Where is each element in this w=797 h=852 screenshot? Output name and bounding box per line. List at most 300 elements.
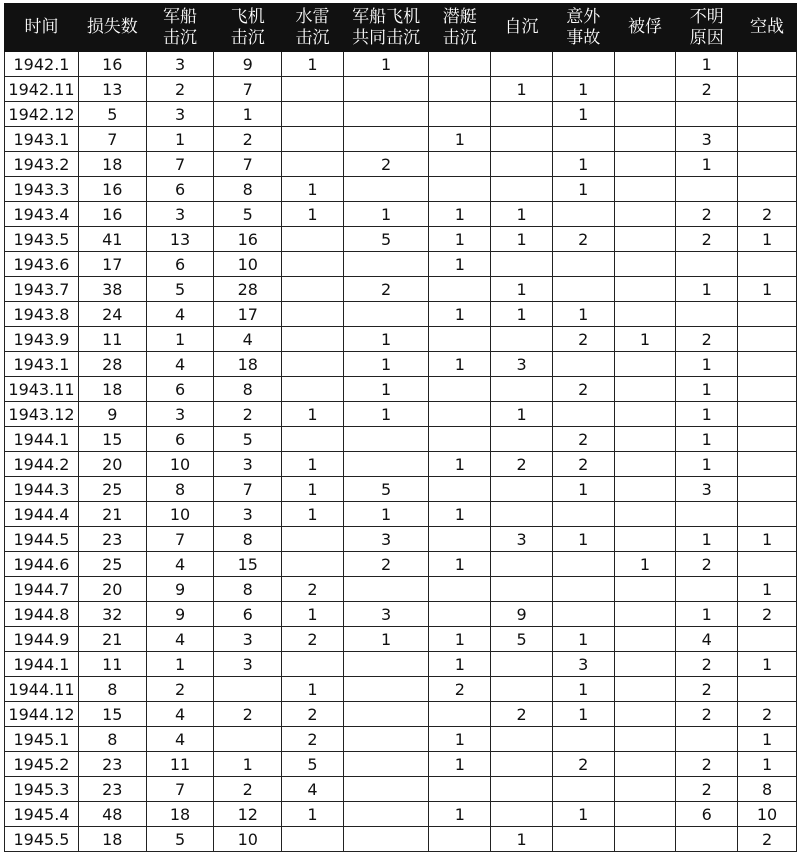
value-cell (429, 52, 491, 77)
value-cell: 25 (78, 552, 146, 577)
value-cell: 2 (676, 777, 738, 802)
value-cell (282, 327, 344, 352)
table-row (5, 652, 797, 677)
value-cell (738, 302, 797, 327)
value-cell: 6 (214, 602, 282, 627)
value-cell (614, 502, 676, 527)
date-cell: 1943.6 (5, 252, 79, 277)
value-cell: 3 (343, 602, 429, 627)
value-cell: 1 (282, 477, 344, 502)
value-cell: 8 (214, 577, 282, 602)
column-header: 军船 击沉 (146, 4, 214, 52)
value-cell: 1 (491, 827, 553, 852)
value-cell (552, 602, 614, 627)
value-cell: 5 (343, 477, 429, 502)
value-cell (343, 102, 429, 127)
table-row (5, 227, 797, 252)
value-cell (491, 727, 553, 752)
table-row (5, 202, 797, 227)
value-cell (614, 452, 676, 477)
column-header: 自沉 (491, 4, 553, 52)
value-cell: 2 (676, 677, 738, 702)
value-cell: 17 (214, 302, 282, 327)
value-cell: 3 (214, 652, 282, 677)
value-cell: 1 (214, 102, 282, 127)
value-cell: 1 (429, 727, 491, 752)
value-cell: 18 (78, 377, 146, 402)
value-cell: 9 (491, 602, 553, 627)
value-cell (738, 427, 797, 452)
value-cell: 21 (78, 502, 146, 527)
value-cell: 1 (552, 702, 614, 727)
table-row (5, 252, 797, 277)
value-cell (614, 727, 676, 752)
value-cell (343, 677, 429, 702)
value-cell: 1 (738, 277, 797, 302)
value-cell (429, 477, 491, 502)
value-cell: 1 (429, 227, 491, 252)
date-cell: 1942.11 (5, 77, 79, 102)
value-cell (491, 652, 553, 677)
value-cell (614, 277, 676, 302)
value-cell (214, 727, 282, 752)
value-cell: 3 (676, 477, 738, 502)
value-cell: 7 (214, 77, 282, 102)
value-cell: 1 (676, 402, 738, 427)
column-header: 军船飞机 共同击沉 (343, 4, 429, 52)
table-row (5, 827, 797, 852)
value-cell: 1 (429, 302, 491, 327)
value-cell (552, 552, 614, 577)
value-cell: 18 (78, 152, 146, 177)
value-cell: 3 (491, 527, 553, 552)
value-cell: 2 (214, 777, 282, 802)
value-cell: 4 (146, 727, 214, 752)
value-cell: 15 (78, 427, 146, 452)
date-cell: 1945.4 (5, 802, 79, 827)
value-cell (429, 177, 491, 202)
value-cell (282, 277, 344, 302)
value-cell: 23 (78, 527, 146, 552)
value-cell (614, 127, 676, 152)
value-cell: 10 (146, 452, 214, 477)
date-cell: 1943.4 (5, 202, 79, 227)
value-cell: 6 (146, 252, 214, 277)
value-cell: 3 (214, 627, 282, 652)
value-cell: 1 (429, 552, 491, 577)
value-cell (491, 327, 553, 352)
value-cell: 11 (146, 752, 214, 777)
value-cell (552, 252, 614, 277)
table-row (5, 477, 797, 502)
value-cell (676, 502, 738, 527)
value-cell (738, 177, 797, 202)
value-cell (282, 427, 344, 452)
value-cell (738, 627, 797, 652)
value-cell (491, 127, 553, 152)
value-cell: 1 (214, 752, 282, 777)
value-cell: 9 (146, 602, 214, 627)
value-cell (552, 727, 614, 752)
table-row (5, 527, 797, 552)
value-cell (614, 802, 676, 827)
value-cell: 1 (429, 752, 491, 777)
value-cell (491, 377, 553, 402)
value-cell: 8 (78, 677, 146, 702)
value-cell: 2 (676, 227, 738, 252)
value-cell: 1 (282, 677, 344, 702)
value-cell: 1 (676, 527, 738, 552)
value-cell: 1 (343, 327, 429, 352)
value-cell: 1 (343, 52, 429, 77)
value-cell: 18 (146, 802, 214, 827)
value-cell: 1 (343, 627, 429, 652)
value-cell (282, 352, 344, 377)
value-cell: 7 (146, 777, 214, 802)
value-cell: 2 (676, 202, 738, 227)
value-cell (429, 427, 491, 452)
value-cell: 1 (429, 627, 491, 652)
value-cell: 1 (552, 177, 614, 202)
value-cell: 8 (214, 377, 282, 402)
date-cell: 1943.11 (5, 377, 79, 402)
value-cell: 13 (78, 77, 146, 102)
value-cell: 2 (552, 377, 614, 402)
value-cell: 16 (78, 202, 146, 227)
value-cell: 41 (78, 227, 146, 252)
date-cell: 1944.1 (5, 652, 79, 677)
value-cell (282, 552, 344, 577)
value-cell: 1 (429, 352, 491, 377)
value-cell: 1 (738, 752, 797, 777)
value-cell: 2 (552, 452, 614, 477)
date-cell: 1945.3 (5, 777, 79, 802)
value-cell: 2 (282, 702, 344, 727)
value-cell: 2 (738, 827, 797, 852)
table-row (5, 127, 797, 152)
value-cell: 1 (552, 802, 614, 827)
value-cell (343, 727, 429, 752)
value-cell: 1 (429, 652, 491, 677)
table-row (5, 752, 797, 777)
value-cell (491, 502, 553, 527)
value-cell: 18 (78, 827, 146, 852)
value-cell: 2 (738, 702, 797, 727)
column-header: 被俘 (614, 4, 676, 52)
value-cell: 8 (214, 527, 282, 552)
value-cell: 7 (214, 152, 282, 177)
column-header: 潜艇 击沉 (429, 4, 491, 52)
value-cell (738, 127, 797, 152)
value-cell: 6 (676, 802, 738, 827)
value-cell: 1 (282, 402, 344, 427)
value-cell (343, 802, 429, 827)
date-cell: 1943.2 (5, 152, 79, 177)
value-cell (614, 527, 676, 552)
value-cell: 1 (343, 202, 429, 227)
value-cell (429, 602, 491, 627)
value-cell: 4 (282, 777, 344, 802)
value-cell: 6 (146, 427, 214, 452)
value-cell (282, 252, 344, 277)
value-cell: 4 (146, 352, 214, 377)
value-cell (429, 327, 491, 352)
value-cell: 15 (78, 702, 146, 727)
value-cell: 2 (491, 452, 553, 477)
value-cell: 23 (78, 752, 146, 777)
value-cell (738, 102, 797, 127)
value-cell (552, 402, 614, 427)
value-cell: 23 (78, 777, 146, 802)
value-cell: 5 (491, 627, 553, 652)
value-cell: 2 (343, 277, 429, 302)
value-cell (552, 202, 614, 227)
value-cell: 3 (214, 502, 282, 527)
value-cell: 9 (214, 52, 282, 77)
value-cell (614, 602, 676, 627)
date-cell: 1945.1 (5, 727, 79, 752)
value-cell: 3 (146, 102, 214, 127)
value-cell (491, 252, 553, 277)
table-row (5, 277, 797, 302)
date-cell: 1943.1 (5, 127, 79, 152)
value-cell (282, 652, 344, 677)
value-cell: 1 (552, 627, 614, 652)
value-cell (343, 702, 429, 727)
table-row (5, 352, 797, 377)
value-cell (552, 777, 614, 802)
value-cell: 1 (676, 52, 738, 77)
value-cell (614, 652, 676, 677)
value-cell (343, 452, 429, 477)
value-cell (676, 102, 738, 127)
table-row (5, 177, 797, 202)
value-cell: 2 (214, 402, 282, 427)
value-cell (429, 577, 491, 602)
value-cell: 32 (78, 602, 146, 627)
value-cell (282, 102, 344, 127)
value-cell: 1 (146, 127, 214, 152)
value-cell (676, 827, 738, 852)
value-cell (614, 52, 676, 77)
value-cell: 1 (343, 377, 429, 402)
value-cell: 20 (78, 577, 146, 602)
value-cell: 1 (429, 452, 491, 477)
value-cell: 1 (552, 527, 614, 552)
table-row (5, 502, 797, 527)
column-header: 空战 (738, 4, 797, 52)
value-cell (614, 152, 676, 177)
date-cell: 1943.1 (5, 352, 79, 377)
value-cell: 2 (282, 627, 344, 652)
value-cell: 4 (146, 302, 214, 327)
value-cell (738, 677, 797, 702)
table-row (5, 677, 797, 702)
column-header: 时间 (5, 4, 79, 52)
value-cell: 2 (214, 127, 282, 152)
value-cell: 2 (282, 577, 344, 602)
value-cell: 1 (738, 227, 797, 252)
date-cell: 1943.8 (5, 302, 79, 327)
value-cell: 7 (146, 527, 214, 552)
value-cell (429, 777, 491, 802)
value-cell: 12 (214, 802, 282, 827)
value-cell: 18 (214, 352, 282, 377)
value-cell: 1 (552, 152, 614, 177)
table-body (5, 52, 797, 852)
value-cell: 1 (491, 402, 553, 427)
value-cell: 5 (146, 277, 214, 302)
value-cell: 13 (146, 227, 214, 252)
value-cell (491, 752, 553, 777)
table-row (5, 152, 797, 177)
value-cell: 6 (146, 177, 214, 202)
date-cell: 1942.1 (5, 52, 79, 77)
value-cell: 2 (491, 702, 553, 727)
table-row (5, 327, 797, 352)
value-cell: 38 (78, 277, 146, 302)
value-cell: 2 (343, 552, 429, 577)
value-cell (429, 102, 491, 127)
value-cell: 25 (78, 477, 146, 502)
value-cell (676, 727, 738, 752)
value-cell: 10 (214, 252, 282, 277)
value-cell (429, 402, 491, 427)
value-cell: 3 (491, 352, 553, 377)
value-cell (738, 52, 797, 77)
value-cell: 5 (146, 827, 214, 852)
table-row (5, 427, 797, 452)
value-cell (343, 427, 429, 452)
value-cell (282, 227, 344, 252)
value-cell (614, 752, 676, 777)
value-cell (614, 227, 676, 252)
table-row (5, 77, 797, 102)
value-cell: 3 (146, 52, 214, 77)
value-cell: 1 (676, 352, 738, 377)
loss-table-container (4, 3, 797, 852)
value-cell: 1 (429, 502, 491, 527)
value-cell (738, 402, 797, 427)
table-row (5, 452, 797, 477)
value-cell (429, 377, 491, 402)
date-cell: 1944.5 (5, 527, 79, 552)
value-cell: 3 (146, 402, 214, 427)
value-cell: 7 (146, 152, 214, 177)
value-cell: 1 (429, 802, 491, 827)
value-cell (429, 527, 491, 552)
value-cell (738, 77, 797, 102)
value-cell: 10 (146, 502, 214, 527)
value-cell (282, 827, 344, 852)
date-cell: 1944.1 (5, 427, 79, 452)
value-cell: 2 (676, 752, 738, 777)
value-cell (343, 752, 429, 777)
value-cell: 28 (214, 277, 282, 302)
value-cell (614, 252, 676, 277)
value-cell: 4 (146, 552, 214, 577)
value-cell (614, 102, 676, 127)
value-cell: 1 (738, 577, 797, 602)
value-cell (552, 827, 614, 852)
table-row (5, 102, 797, 127)
value-cell (614, 577, 676, 602)
value-cell (429, 277, 491, 302)
date-cell: 1944.11 (5, 677, 79, 702)
value-cell (738, 377, 797, 402)
value-cell (738, 352, 797, 377)
value-cell: 17 (78, 252, 146, 277)
value-cell: 2 (282, 727, 344, 752)
value-cell (282, 302, 344, 327)
value-cell (343, 827, 429, 852)
value-cell: 9 (146, 577, 214, 602)
value-cell (614, 677, 676, 702)
value-cell (491, 52, 553, 77)
value-cell: 1 (552, 77, 614, 102)
value-cell: 1 (491, 227, 553, 252)
value-cell: 2 (429, 677, 491, 702)
value-cell: 28 (78, 352, 146, 377)
value-cell: 1 (738, 652, 797, 677)
value-cell: 1 (282, 502, 344, 527)
value-cell: 1 (738, 527, 797, 552)
value-cell (429, 827, 491, 852)
column-header: 意外 事故 (552, 4, 614, 52)
value-cell: 1 (552, 102, 614, 127)
value-cell (282, 152, 344, 177)
value-cell: 21 (78, 627, 146, 652)
table-row (5, 377, 797, 402)
value-cell: 5 (214, 202, 282, 227)
value-cell (552, 52, 614, 77)
value-cell (552, 502, 614, 527)
value-cell: 20 (78, 452, 146, 477)
table-row (5, 602, 797, 627)
date-cell: 1944.3 (5, 477, 79, 502)
date-cell: 1944.8 (5, 602, 79, 627)
column-header: 损失数 (78, 4, 146, 52)
value-cell (614, 377, 676, 402)
value-cell: 15 (214, 552, 282, 577)
value-cell: 1 (738, 727, 797, 752)
value-cell (491, 777, 553, 802)
value-cell (214, 677, 282, 702)
value-cell: 16 (78, 177, 146, 202)
value-cell: 1 (282, 452, 344, 477)
value-cell: 1 (282, 602, 344, 627)
value-cell (552, 577, 614, 602)
value-cell: 2 (146, 677, 214, 702)
header-row (5, 4, 797, 52)
value-cell: 1 (552, 677, 614, 702)
value-cell: 1 (676, 452, 738, 477)
table-row (5, 52, 797, 77)
value-cell (491, 152, 553, 177)
value-cell: 5 (282, 752, 344, 777)
value-cell (614, 77, 676, 102)
value-cell: 2 (676, 77, 738, 102)
value-cell (429, 152, 491, 177)
value-cell (343, 302, 429, 327)
value-cell: 1 (491, 202, 553, 227)
value-cell: 2 (738, 602, 797, 627)
value-cell: 1 (343, 502, 429, 527)
value-cell (676, 252, 738, 277)
value-cell (738, 152, 797, 177)
value-cell (738, 502, 797, 527)
value-cell: 1 (282, 52, 344, 77)
